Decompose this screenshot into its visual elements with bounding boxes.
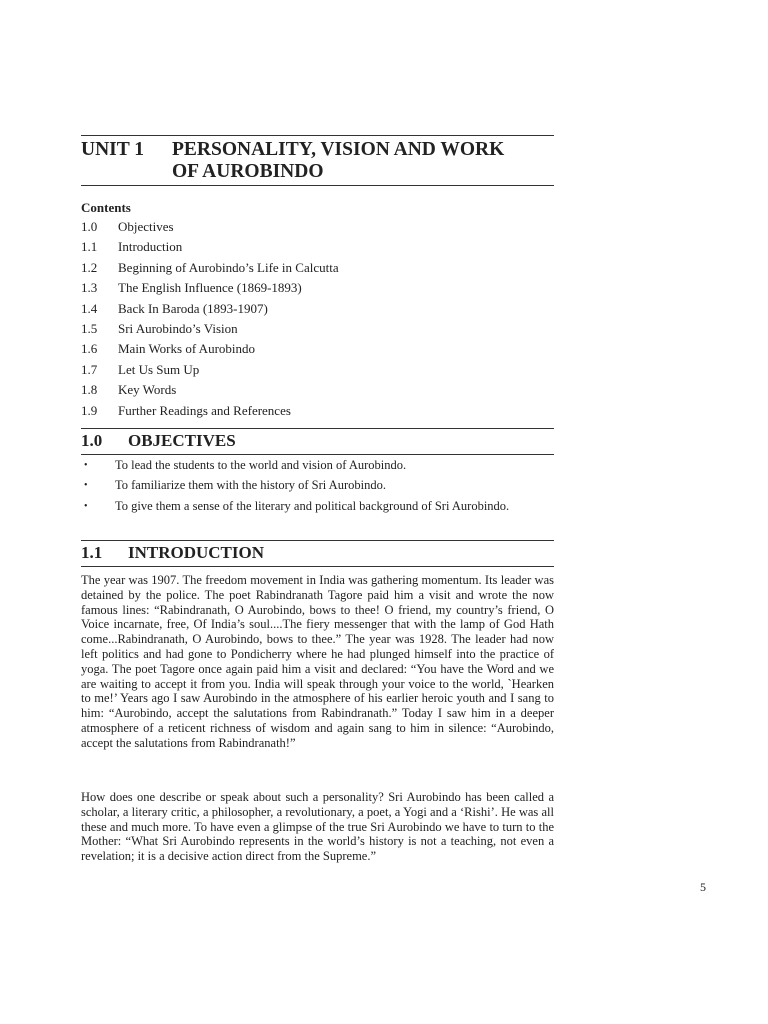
contents-item-label: Sri Aurobindo’s Vision [118,320,238,336]
contents-item-label: Objectives [118,219,174,234]
contents-item-number: 1.4 [81,300,98,316]
objectives-section-header [81,428,554,455]
contents-item-number: 1.0 [81,219,98,234]
bullet-icon: • [84,460,88,471]
section-bottom-rule [81,566,554,567]
introduction-section-header [81,540,554,567]
section-bottom-rule [81,454,554,455]
contents-item [81,339,554,359]
contents-item-label: Let Us Sum Up [118,361,200,377]
contents-item-label: Back In Baroda (1893-1907) [118,300,268,316]
contents-item-number: 1.3 [81,280,98,296]
contents-item [81,380,554,400]
contents-item-number: 1.1 [81,239,98,255]
unit-title [81,139,554,183]
contents-item-number: 1.6 [81,341,98,357]
unit-title-line-2: OF AUROBINDO [172,161,324,182]
contents-item [81,319,554,339]
contents-item-label: Beginning of Aurobindo’s Life in Calcutta [118,259,339,275]
contents-item-label: Further Readings and References [118,402,291,418]
section-heading [81,430,554,452]
objective-text: To give them a sense of the literary and political background of Sri Aurobindo. [115,498,510,513]
section-number: 1.0 [81,431,103,450]
objectives-list [81,458,554,519]
contents-item-number: 1.7 [81,361,98,377]
contents-item [81,217,554,237]
section-number: 1.1 [81,543,103,562]
contents-item [81,401,554,421]
contents-item [81,299,554,319]
contents-item [81,258,554,278]
objective-item [81,499,554,514]
objective-text: To familiarize them with the history of Sri Aurobindo. [115,478,386,493]
section-title: OBJECTIVES [128,431,236,450]
objective-text: To lead the students to the world and vision of Aurobindo. [115,458,407,472]
contents-item-number: 1.5 [81,320,98,336]
contents-item [81,237,554,257]
section-title: INTRODUCTION [128,543,265,562]
section-top-rule [81,428,554,429]
objective-item [81,478,554,493]
unit-title-text [172,139,554,183]
contents-item [81,278,554,298]
bullet-icon: • [84,500,88,512]
objective-item [81,458,554,473]
page-number: 5 [700,880,706,894]
unit-number: UNIT 1 [81,139,145,160]
contents-item-label: Main Works of Aurobindo [118,341,256,357]
unit-title-line-1: PERSONALITY, VISION AND WORK [172,139,505,160]
unit-header [81,135,554,186]
bullet-icon: • [84,480,88,492]
top-rule [81,135,554,136]
section-top-rule [81,540,554,541]
contents-heading: Contents [81,200,131,215]
contents-item-label: The English Influence (1869-1893) [118,280,302,296]
contents-item-label: Introduction [118,239,183,255]
bottom-rule [81,185,554,186]
section-heading [81,542,554,564]
intro-paragraph-2: How does one describe or speak about such a personality? Sri Aurobindo has been called a scholar, a literary critic, a philosopher, a revolutionary, a poet, a Yogi and a ‘Rishi’. He was all these and much more. To have even a glimpse of the true Sri Aurobindo we have to turn to the Mother: “What Sri Aurobindo represents in the world’s history is not a teaching, not even a revelation; it is a decisive action direct from the Supreme.” [81,790,554,864]
contents-item [81,360,554,380]
contents-list [81,198,554,421]
contents-item-number: 1.2 [81,259,98,275]
intro-paragraph-1: The year was 1907. The freedom movement in India was gathering momentum. Its leader was detained by the police. The poet Rabindranath Tagore paid him a visit and wrote the now famous lines: “Rabindranath, O Aurobindo, bows to thee! O friend, my country’s friend, O Voice incarnate, free, Of India’s soul....The fiery messenger that with the lamp of God Hath come...Rabindranath, O Aurobindo, bows to thee.” The year was 1928. The leader had now left politics and had gone to Pondicherry where he had plunged himself into the practice of yoga. The poet Tagore once again paid him a visit and declared: “You have the Word and we are waiting to accept it from you. India will speak through your voice to the world, `Hearken to me!’ Years ago I saw Aurobindo in the atmosphere of his earlier heroic youth and I sang to him: “Aurobindo, accept the salutations from Rabindranath.” Today I saw him in a deeper atmosphere of a reticent richness of wisdom and again sang to him in silence: “Aurobindo, accept the salutations from Rabindranath!” [81,573,554,750]
contents-item-label: Key Words [118,382,177,398]
contents-item-number: 1.8 [81,382,98,398]
contents-item-number: 1.9 [81,402,98,418]
